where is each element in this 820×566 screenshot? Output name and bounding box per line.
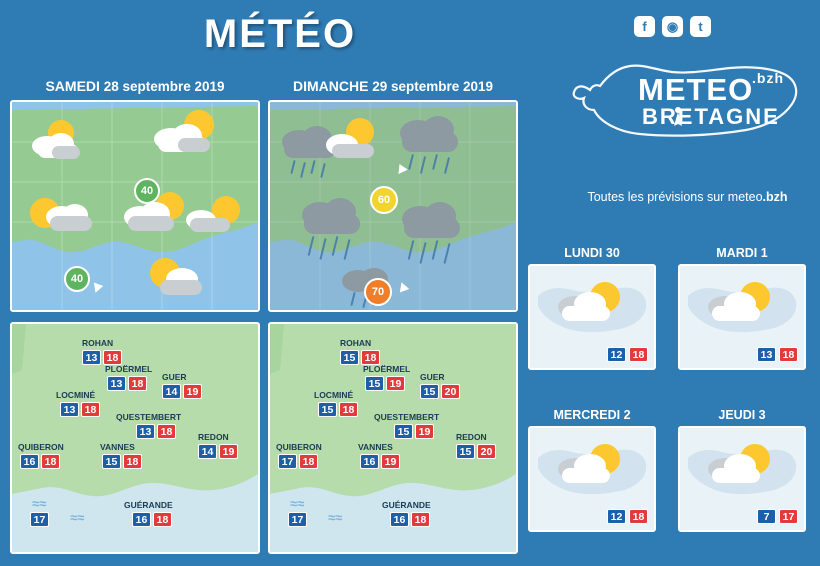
- temp-group: 16 18: [390, 512, 430, 527]
- city-label: QUIBERON: [18, 442, 64, 452]
- wind-badge: 60: [370, 186, 398, 214]
- weather-icon-sun-cloud: [706, 440, 776, 490]
- wind-badge: 40: [134, 178, 160, 204]
- day-name-dimanche: DIMANCHE: [292, 78, 369, 94]
- outlook-card-jeudi[interactable]: [678, 426, 806, 532]
- temp-group: 13 18: [107, 376, 147, 391]
- sea-temperature: 17: [30, 512, 49, 527]
- temp-group: 14 19: [198, 444, 238, 459]
- map-panel-samedi[interactable]: [10, 100, 260, 312]
- temp-group: 15 19: [365, 376, 405, 391]
- tagline-bzh: .bzh: [762, 190, 788, 204]
- facebook-icon[interactable]: f: [634, 16, 655, 37]
- weather-icon-sun-cloud: [706, 278, 776, 328]
- logo-meteo-text: METEO: [638, 72, 754, 107]
- temp-group: 16 19: [360, 454, 400, 469]
- weather-icon-sun-cloud: [30, 120, 90, 164]
- city-label: PLOËRMEL: [363, 364, 411, 374]
- day-date-samedi: 28 septembre 2019: [103, 79, 225, 94]
- outlook-title-mercredi: MERCREDI 2: [553, 408, 631, 422]
- weather-icon-sun-cloud: [184, 194, 248, 240]
- city-label: REDON: [198, 432, 229, 442]
- temp-group: 15 18: [318, 402, 358, 417]
- city-label: GUÉRANDE: [382, 500, 431, 510]
- weather-icon-sun-cloud: [556, 440, 626, 490]
- city-label: LOCMINÉ: [56, 390, 96, 400]
- temp-group: 17 18: [278, 454, 318, 469]
- temp-group: 13 18: [82, 350, 122, 365]
- city-label: VANNES: [358, 442, 393, 452]
- wave-icon: ≈≈: [70, 510, 85, 525]
- outlook-title-lundi: LUNDI 30: [564, 246, 620, 260]
- city-label: GUER: [162, 372, 187, 382]
- sea-temp-group: [288, 512, 307, 527]
- city-label: GUER: [420, 372, 445, 382]
- outlook-card-mercredi[interactable]: [528, 426, 656, 532]
- wave-icon: ≈≈: [32, 496, 47, 511]
- logo-bretagne-text: BRETAGNE: [642, 104, 780, 129]
- temperature-panel-dimanche[interactable]: [268, 322, 518, 554]
- city-label: REDON: [456, 432, 487, 442]
- twitter-icon[interactable]: t: [690, 16, 711, 37]
- wind-badge: 40: [64, 266, 90, 292]
- wind-badge: 70: [364, 278, 392, 306]
- outlook-temps-lundi: 12 18: [607, 347, 648, 362]
- outlook-card-lundi[interactable]: [528, 264, 656, 370]
- logo-bzh-text: .bzh: [752, 70, 784, 86]
- weather-icon-rain: [398, 116, 470, 180]
- outlook-title-jeudi: JEUDI 3: [718, 408, 766, 422]
- city-label: VANNES: [100, 442, 135, 452]
- temp-group: 15 18: [340, 350, 380, 365]
- city-label: QUIBERON: [276, 442, 322, 452]
- temp-group: 15 19: [394, 424, 434, 439]
- instagram-icon[interactable]: ◉: [662, 16, 683, 37]
- sea-temperature: 17: [288, 512, 307, 527]
- temp-group: 15 20: [420, 384, 460, 399]
- outlook-card-mardi[interactable]: [678, 264, 806, 370]
- temp-group: 16 18: [132, 512, 172, 527]
- city-label: QUESTEMBERT: [374, 412, 440, 422]
- map-panel-dimanche[interactable]: [268, 100, 518, 312]
- weather-icon-rain: [300, 198, 372, 268]
- temp-group: 15 20: [456, 444, 496, 459]
- city-label: GUÉRANDE: [124, 500, 173, 510]
- outlook-temps-mardi: 13 18: [757, 347, 798, 362]
- sea-temp-group: [30, 512, 49, 527]
- temp-group: 14 19: [162, 384, 202, 399]
- city-label: QUESTEMBERT: [116, 412, 182, 422]
- city-label: PLOËRMEL: [105, 364, 153, 374]
- temp-group: 16 18: [20, 454, 60, 469]
- weather-icon-sun-cloud: [556, 278, 626, 328]
- page-title: MÉTÉO: [203, 12, 357, 56]
- wave-icon: ≈≈: [290, 496, 305, 511]
- outlook-temps-mercredi: 12 18: [607, 509, 648, 524]
- outlook-temps-jeudi: 7 17: [757, 509, 798, 524]
- day-name-samedi: SAMEDI: [45, 78, 100, 94]
- temp-group: 13 18: [136, 424, 176, 439]
- weather-icon-sun-cloud: [140, 254, 208, 302]
- tagline: [560, 190, 815, 204]
- day-header-samedi: [10, 78, 260, 94]
- outlook-title-mardi: MARDI 1: [716, 246, 768, 260]
- weather-icon-sun-cloud: [152, 110, 222, 160]
- social-links: [634, 16, 711, 37]
- city-label: ROHAN: [340, 338, 372, 348]
- logo-meteo-bretagne[interactable]: [560, 40, 815, 170]
- temperature-panel-samedi[interactable]: [10, 322, 260, 554]
- city-label: ROHAN: [82, 338, 114, 348]
- day-header-dimanche: [268, 78, 518, 94]
- temp-group: 13 18: [60, 402, 100, 417]
- weather-icon-sun-cloud: [324, 118, 388, 164]
- city-label: LOCMINÉ: [314, 390, 354, 400]
- weather-icon-sun-cloud: [30, 192, 98, 240]
- weather-icon-rain: [400, 202, 472, 272]
- temp-group: 15 18: [102, 454, 142, 469]
- wave-icon: ≈≈: [328, 510, 343, 525]
- tagline-text: Toutes les prévisions sur meteo: [587, 190, 763, 204]
- day-date-dimanche: 29 septembre 2019: [372, 79, 494, 94]
